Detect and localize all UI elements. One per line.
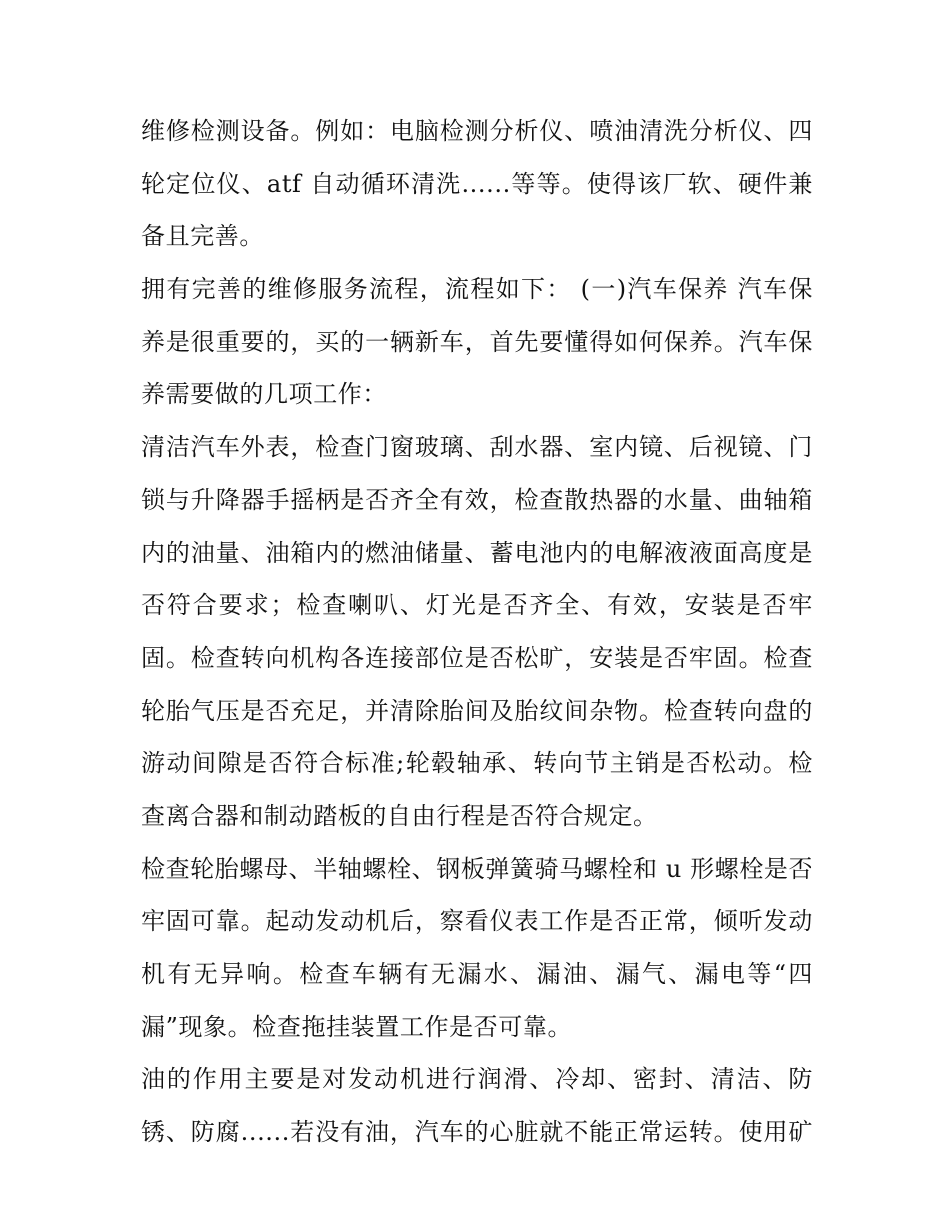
- text-line: 锈、防腐......若没有油，汽车的心脏就不能正常运转。使用矿: [141, 1118, 813, 1147]
- paragraph-service-flow: [141, 263, 813, 421]
- paragraph-oil-function: [141, 1053, 813, 1158]
- text-line: 轮定位仪、atf 自动循环清洗......等等。使得该厂软、硬件兼: [141, 169, 813, 198]
- document-body: [141, 105, 813, 1159]
- text-line: 锁与升降器手摇柄是否齐全有效，检查散热器的水量、曲轴箱: [141, 485, 813, 514]
- text-line: 轮胎气压是否充足，并清除胎间及胎纹间杂物。检查转向盘的: [141, 696, 813, 725]
- paragraph-bolts-leaks: [141, 843, 813, 1054]
- text-line: 牢固可靠。起动发动机后，察看仪表工作是否正常，倾听发动: [141, 907, 813, 936]
- text-line: 查离合器和制动踏板的自由行程是否符合规定。: [141, 801, 658, 830]
- text-line: 检查轮胎螺母、半轴螺栓、钢板弹簧骑马螺栓和 u 形螺栓是否: [141, 854, 814, 883]
- paragraph-equipment: [141, 105, 813, 263]
- text-line: 机有无异响。检查车辆有无漏水、漏油、漏气、漏电等“四: [141, 960, 813, 988]
- text-line: 拥有完善的维修服务流程，流程如下： (一)汽车保养 汽车保: [141, 275, 813, 304]
- text-line: 油的作用主要是对发动机进行润滑、冷却、密封、清洁、防: [141, 1065, 813, 1094]
- text-line: 养需要做的几项工作：: [141, 380, 387, 409]
- text-line: 固。检查转向机构各连接部位是否松旷，安装是否牢固。检查: [141, 643, 813, 672]
- text-line: 游动间隙是否符合标准;轮毂轴承、转向节主销是否松动。检: [141, 749, 813, 778]
- text-line: 维修检测设备。例如：电脑检测分析仪、喷油清洗分析仪、四: [141, 117, 813, 145]
- text-line: 内的油量、油箱内的燃油储量、蓄电池内的电解液液面高度是: [141, 538, 813, 567]
- text-line: 漏”现象。检查拖挂装置工作是否可靠。: [141, 1012, 573, 1041]
- text-line: 清洁汽车外表，检查门窗玻璃、刮水器、室内镜、后视镜、门: [141, 433, 813, 462]
- text-line: 养是很重要的，买的一辆新车，首先要懂得如何保养。汽车保: [141, 327, 813, 356]
- text-line: 否符合要求；检查喇叭、灯光是否齐全、有效，安装是否牢: [141, 591, 813, 620]
- text-line: 备且完善。: [141, 222, 264, 251]
- paragraph-inspection-items: [141, 421, 813, 843]
